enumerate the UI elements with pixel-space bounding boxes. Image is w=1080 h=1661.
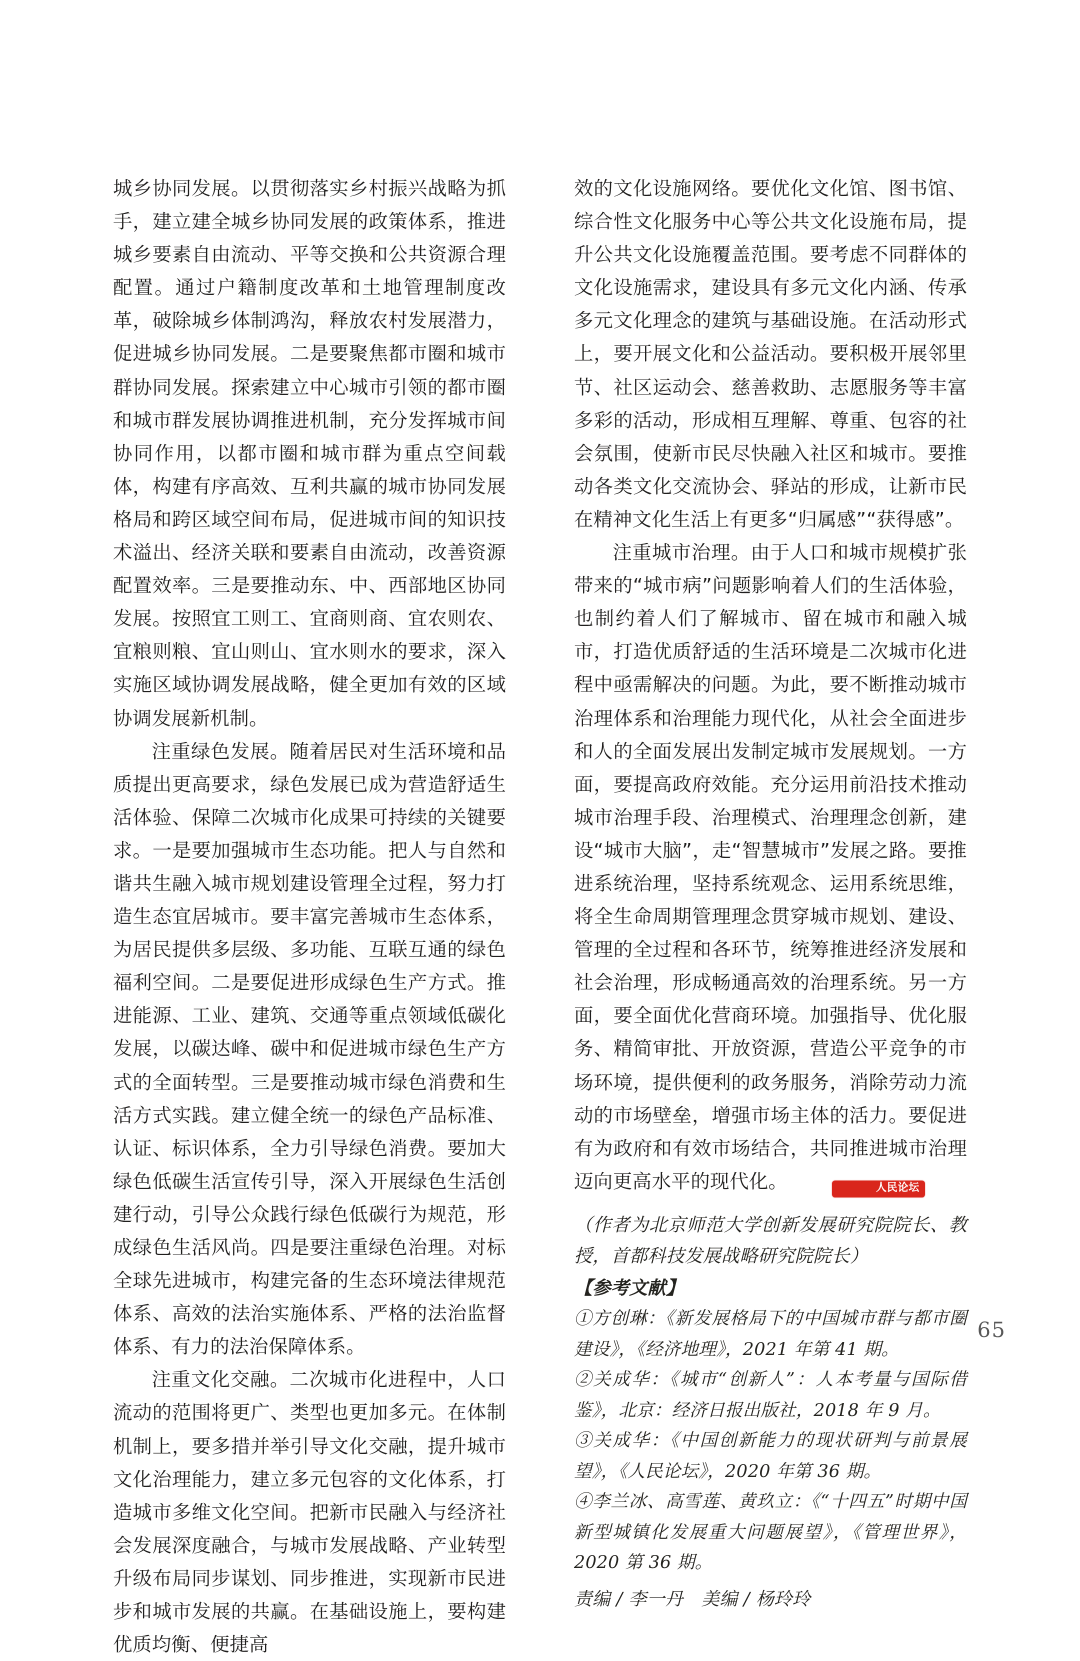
reference-item: ③关成华：《中国创新能力的现状研判与前景展望》，《人民论坛》，2020 年第 36 期。 [574, 1431, 967, 1482]
paragraph-urban-governance [574, 536, 967, 1201]
back-matter [574, 1210, 967, 1615]
reference-item: ④李兰冰、高雪莲、黄玖立：《“十四五”时期中国新型城镇化发展重大问题展望》，《管理世界》，2020 第 36 期。 [574, 1492, 967, 1574]
reference-item: ①方创琳：《新发展格局下的中国城市群与都市圈建设》，《经济地理》，2021 年第 41 期。 [574, 1309, 967, 1360]
peoples-tribune-logo-icon: 人民论坛 [832, 1180, 924, 1197]
author-affiliation-note: （作者为北京师范大学创新发展研究院院长、教授，首都科技发展战略研究院院长） [574, 1214, 967, 1268]
publisher-logo-stamp [794, 1168, 925, 1201]
left-column [113, 172, 506, 1661]
page-number: 65 [977, 1318, 1006, 1342]
paragraph-urban-governance-text: 注重城市治理。由于人口和城市规模扩张带来的“城市病”问题影响着人们的生活体验，也制约着人们了解城市、留在城市和融入城市，打造优质舒适的生活环境是二次城市化进程中亟需解决的问题。为此，要不断推动城市治理体系和治理能力现代化，从社会全面进步和人的全面发展出发制定城市发展规划。一方面，要提高政府效能。充分运用前沿技术推动城市治理手段、治理模式、治理理念创新，建设“城市大脑”，走“智慧城市”发展之路。要推进系统治理，坚持系统观念、运用系统思维，将全生命周期管理理念贯穿城市规划、建设、管理的全过程和各环节，统筹推进经济发展和社会治理，形成畅通高效的治理系统。另一方面，要全面优化营商环境。加强指导、优化服务、精简审批、开放资源，营造公平竞争的市场环境，提供便利的政务服务，消除劳动力流动的市场壁垒，增强市场主体的活力。要促进有为政府和有效市场结合，共同推进城市治理迈向更高水平的现代化。 [574, 541, 967, 1193]
paragraph-cultural-integration: 注重文化交融。二次城市化进程中，人口流动的范围将更广、类型也更加多元。在体制机制上，要多措并举引导文化交融，提升城市文化治理能力，建立多元包容的文化体系，打造城市多维文化空间。把新市民融入与经济社会发展深度融合，与城市发展战略、产业转型升级布局同步谋划、同步推进，实现新市民进步和城市发展的共赢。在基础设施上，要构建优质均衡、便捷高 [113, 1368, 506, 1657]
two-column-body [113, 172, 968, 1661]
reference-item: ②关成华：《城市“创新人”：人本考量与国际借鉴》，北京：经济日报出版社，2018 年 9 月。 [574, 1370, 967, 1421]
references-heading: 【参考文献】 [574, 1277, 685, 1299]
paragraph-green-development: 注重绿色发展。随着居民对生活环境和品质提出更高要求，绿色发展已成为营造舒适生活体验、保障二次城市化成果可持续的关键要求。一是要加强城市生态功能。把人与自然和谐共生融入城市规划建设管理全过程，努力打造生态宜居城市。要丰富完善城市生态体系，为居民提供多层级、多功能、互联互通的绿色福利空间。二是要促进形成绿色生产方式。推进能源、工业、建筑、交通等重点领域低碳化发展，以碳达峰、碳中和促进城市绿色生产方式的全面转型。三是要推动城市绿色消费和生活方式实践。建立健全统一的绿色产品标准、认证、标识体系，全力引导绿色消费。要加大绿色低碳生活宣传引导，深入开展绿色生活创建行动，引导公众践行绿色低碳行为规范，形成绿色生活风尚。四是要注重绿色治理。对标全球先进城市，构建完备的生态环境法律规范体系、高效的法治实施体系、严格的法治监督体系、有力的法治保障体系。 [113, 739, 506, 1359]
right-column [574, 172, 967, 1661]
paragraph-urban-rural-coordination: 城乡协同发展。以贯彻落实乡村振兴战略为抓手，建立建全城乡协同发展的政策体系，推进城乡要素自由流动、平等交换和公共资源合理配置。通过户籍制度改革和土地管理制度改革，破除城乡体制鸿沟，释放农村发展潜力，促进城乡协同发展。二是要聚焦都市圈和城市群协同发展。探索建立中心城市引领的都市圈和城市群发展协调推进机制，充分发挥城市间协同作用，以都市圈和城市群为重点空间载体，构建有序高效、互利共赢的城市协同发展格局和跨区域空间布局，促进城市间的知识技术溢出、经济关联和要素自由流动，改善资源配置效率。三是要推动东、中、西部地区协同发展。按照宜工则工、宜商则商、宜农则农、宜粮则粮、宜山则山、宜水则水的要求，深入实施区域协调发展战略，健全更加有效的区域协调发展新机制。 [113, 177, 506, 730]
editorial-credits: 责编 / 李一丹 美编 / 杨玲玲 [574, 1588, 811, 1610]
paragraph-cultural-facilities-continued: 效的文化设施网络。要优化文化馆、图书馆、综合性文化服务中心等公共文化设施布局，提升公共文化设施覆盖范围。要考虑不同群体的文化设施需求，建设具有多元文化内涵、传承多元文化理念的建筑与基础设施。在活动形式上，要开展文化和公益活动。要积极开展邻里节、社区运动会、慈善救助、志愿服务等丰富多彩的活动，形成相互理解、尊重、包容的社会氛围，使新市民尽快融入社区和城市。要推动各类文化交流协会、驿站的形成，让新市民在精神文化生活上有更多“归属感”“获得感”。 [574, 177, 967, 531]
